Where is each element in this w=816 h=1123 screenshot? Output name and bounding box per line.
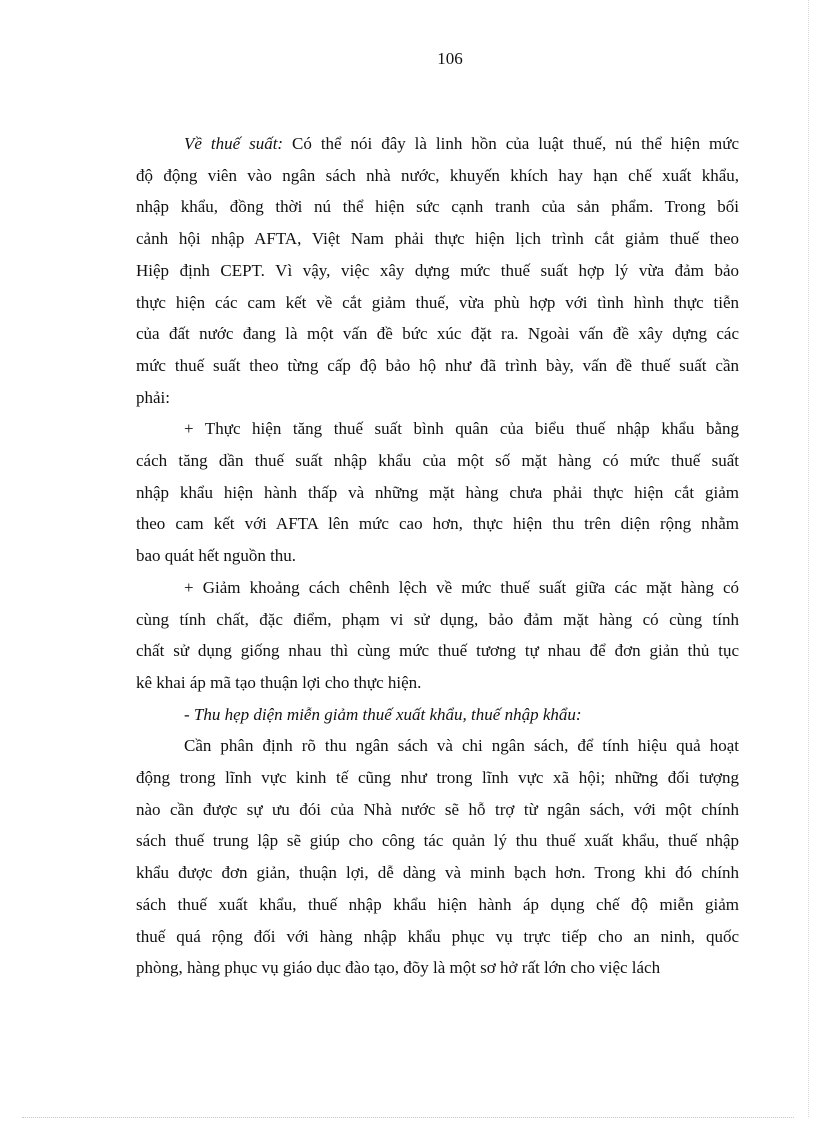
text-line: Cần phân định rõ thu ngân sách và chi ngân sách, để tính hiệu quả hoạt [184,736,739,756]
text-line: động trong lĩnh vực kinh tế cũng như trong lĩnh vực xã hội; những đối tượng [136,768,739,788]
text-line: phải: [136,387,170,407]
text-line: theo cam kết với AFTA lên mức cao hơn, thực hiện thu trên diện rộng nhằm [136,514,739,534]
text-line: nhập khẩu, đồng thời nú thể hiện sức cạnh tranh của sản phẩm. Trong bối [136,197,739,217]
text-line: kê khai áp mã tạo thuận lợi cho thực hiện. [136,672,422,692]
text-line: nào cần được sự ưu đói của Nhà nước sẽ hỗ trợ từ ngân sách, với một chính [136,799,739,819]
text-line: thực hiện các cam kết về cắt giảm thuế, vừa phù hợp với tình hình thực tiễn [136,292,739,312]
text-line: sách thuế xuất khẩu, thuế nhập khẩu hiện hành áp dụng chế độ miễn giảm [136,894,739,914]
text-line: phòng, hàng phục vụ giáo dục đào tạo, đõy là một sơ hở rất lớn cho việc lách [136,958,661,978]
page-edge-right [808,0,809,1117]
text-line: khẩu được đơn giản, thuận lợi, dễ dàng và minh bạch hơn. Trong khi đó chính [136,863,739,883]
paragraph-increase-tax [136,413,739,572]
text-line: - Thu hẹp diện miễn giảm thuế xuất khẩu, thuế nhập khẩu: [184,704,582,724]
text-line: chất sử dụng giống nhau thì cùng mức thuế tương tự nhau để đơn giản thủ tục [136,641,739,661]
text-line: sách thuế trung lập sẽ giúp cho công tác quản lý thu thuế xuất khẩu, thuế nhập [136,831,739,851]
paragraph-reduce-gap [136,572,739,699]
text-line: cùng tính chất, đặc điểm, phạm vi sử dụng, bảo đảm mặt hàng có cùng tính [136,609,739,629]
text-line: + Giảm khoảng cách chênh lệch về mức thuế suất giữa các mặt hàng có [184,577,739,597]
text-line: Về thuế suất: Có thể nói đây là linh hồn của luật thuế, nú thể hiện mức [184,134,739,153]
body-text [136,128,739,984]
page-number: 106 [437,49,463,68]
text-line: nhập khẩu hiện hành thấp và những mặt hàng chưa phải thực hiện cắt giảm [136,482,739,502]
text-line: bao quát hết nguồn thu. [136,546,297,566]
text-line: Hiệp định CEPT. Vì vậy, việc xây dựng mức thuế suất hợp lý vừa đảm bảo [136,260,739,280]
paragraph-budget [136,730,739,984]
paragraph-tax-rate [136,128,739,413]
text-line: + Thực hiện tăng thuế suất bình quân của biểu thuế nhập khẩu bằng [184,419,739,439]
text-line: cách tăng dần thuế suất nhập khẩu của một số mặt hàng có mức thuế suất [136,451,739,471]
page-edge-bottom [22,1117,794,1118]
section-heading [136,699,739,731]
text-line: cảnh hội nhập AFTA, Việt Nam phải thực hiện lịch trình cắt giảm thuế theo [136,229,739,249]
text-line: thuế quá rộng đối với hàng nhập khẩu phục vụ trực tiếp cho an ninh, quốc [136,926,739,946]
text-line: của đất nước đang là một vấn đề bức xúc đặt ra. Ngoài vấn đề xây dựng các [136,324,739,344]
text-line: mức thuế suất theo từng cấp độ bảo hộ như đã trình bày, vấn đề thuế suất cần [136,355,739,375]
text-line: độ động viên vào ngân sách nhà nước, khuyến khích hay hạn chế xuất khẩu, [136,165,739,185]
italic-lead: Về thuế suất: [184,134,284,153]
